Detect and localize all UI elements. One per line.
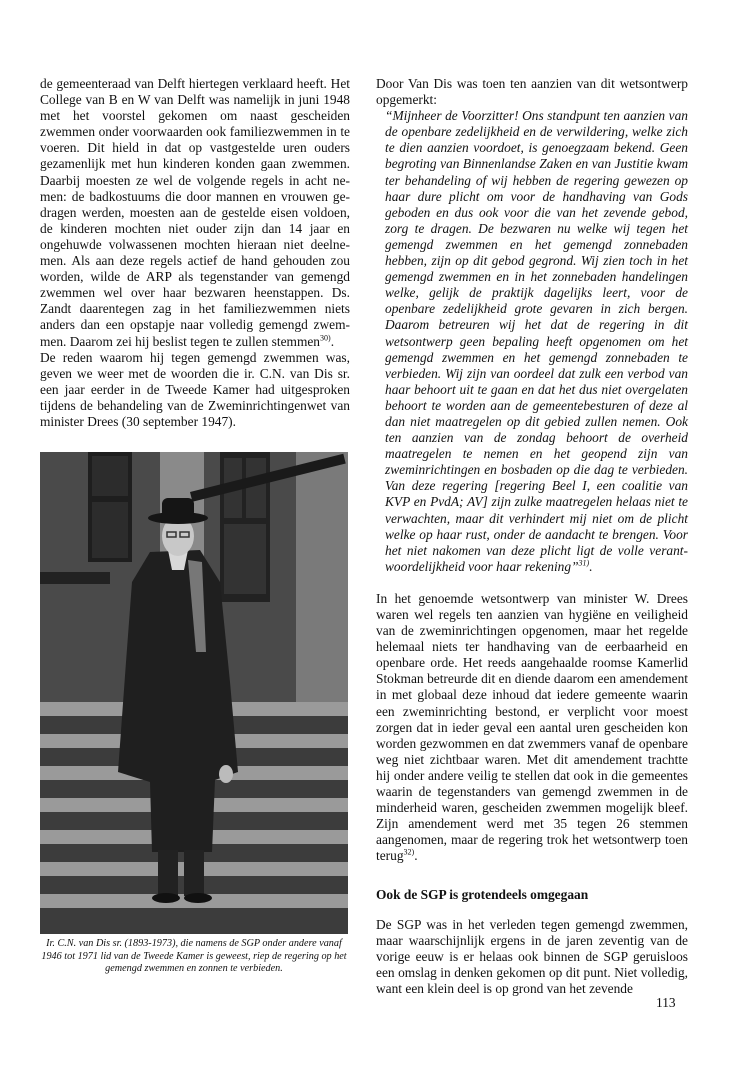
- photo-caption: Ir. C.N. van Dis sr. (1893-1973), die namens de SGP onder andere vanaf 1946 tot 1971 lid van de Tweede Kamer is geweest, riep de regering op het gemengd zwemmen en zonnen te verbieden.: [41, 938, 347, 975]
- quote-end: .: [589, 558, 593, 574]
- paragraph-delft-end: .: [330, 333, 335, 349]
- quote-van-dis: [376, 108, 688, 575]
- paragraph-delft-text: de gemeenteraad van Delft hiertegen verklaard heeft. Het College van B en W van Delft was namelijk in juni 1948 met het voorstel gekomen om naast gescheiden zwemmen onder voorwaarden ook familiezwemmen in te voeren. Dit hield in dat op vastgestelde uren ouders gezamenlijk met hun kinderen konden gaan zwemmen. Daarbij moesten ze wel de volgende regels in acht nemen: de badkostuums die door mannen en vrouwen gedragen werden, moesten aan de gestelde eisen voldoen, de kinderen mochten niet ouder zijn dan 14 jaar en ongehuwde volwassenen mochten hieraan niet deelnemen. Als aan deze regels actief de hand gehouden zou worden, wilde de ARP als tegenstander van gemengd zwemmen wel over haar bezwaren heenstappen. Ds. Zandt daarentegen zag in het familiezwemmen niets anders dan een opstapje naar volledig gemengd zwemmen. Daarom zei hij beslist tegen te zullen stemmen: [40, 76, 350, 349]
- paragraph-van-dis-intro: De reden waarom hij tegen gemengd zwemmen was, geven we weer met de woorden die ir. C.N. van Dis sr. een jaar eerder in de Tweede Kamer had uitgesproken tijdens de behandeling van de Zweminrichtingenwet van minister Drees (30 september 1947).: [40, 349, 350, 429]
- section-heading: Ook de SGP is grotendeels omgegaan: [376, 886, 589, 902]
- footnote-ref-31: 31): [578, 558, 590, 568]
- paragraph-drees-bill-end: .: [414, 848, 418, 864]
- page-number: 113: [656, 995, 676, 1010]
- paragraph-delft: [40, 76, 350, 350]
- portrait-photo-illustration: [40, 452, 348, 934]
- paragraph-drees-bill-text: In het genoemde wetsontwerp van minister W. Drees waren wel regels ten aanzien van hygiëne en veiligheid van de zweminrichtingen opgenomen, maar het regelde helemaal niets ter handhaving van de eerbaarheid en openbare orde. Het reeds aangehaalde roomse Kamerlid Stokman betreurde dit en diende daarom een amendement in met globaal deze inhoud dat iedere gemeente waarin een zweminrichting bestond, er verplicht voor moest zorgen dat in ieder geval een aantal uren gescheiden kon worden gezwommen en dat zwemmers vanaf de openbare weg niet zichtbaar waren. Met dit amendement trachtte hij onder andere veilig te stellen dat ook in die gemeentes waarin de tegenstanders van gemengd zwemmen in de minderheid waren, gescheiden zwemmen mogelijk bleef. Zijn amendement werd met 35 tegen 26 stemmen aangenomen, maar de regering trok het wetsontwerp toen terug: [376, 590, 688, 864]
- left-column: [40, 76, 350, 430]
- quote-text: “Mijnheer de Voorzitter! Ons standpunt ten aanzien van de openbare zedelijkheid en de verwildering, welke zich te dien aanzien voordoet, is genoegzaam bekend. Geen begroting van Binnenlandse Zaken en van Justitie kwam ter behandeling of wij hebben de regering gewezen op haar dure plicht om voor de handhaving van Gods geboden en dus ook voor die van het zevende gebod, zorg te dragen. De bezwaren nu welke wij tegen het gemengd zwemmen en het gemengd zonnebaden hebben, zijn op dit gebod gegrond. Wij zien toch in het gemengd zwemmen en in het zonnebaden handelingen welke, gelijk de praktijk dagelijks leert, voor de openbare zedelijkheid grote gevaren in zich bergen. Daarom betreuren wij het dat de regering in dit wetsontwerp geen bepaling heeft opgenomen om het gemengd zwemmen en het gemengd zonnebaden te verbieden. Wij zijn van oordeel dat zulk een verbod van haar behoort uit te gaan en dat het dus niet overgelaten behoort te worden aan de gemeentebesturen of deze al dan niet maatregelen op dit gebied zullen nemen. Ook ten aanzien van de zondag behoort de overheid maatregelen te nemen en het geopend zijn van zweminrichtingen en bosbaden op die dag te verbieden. Van deze regering [regering Beel I, een coalitie van KVP en PvdA; AV] zijn zulke maatregelen helaas niet te verwachten, maar dit verhindert mij niet om de plicht welke op haar rust, onder de aandacht te brengen. Voor het niet nakomen van deze plicht ligt de volle verantwoordelijkheid voor haar rekening”: [385, 108, 688, 574]
- footnote-ref-30: 30): [320, 333, 331, 343]
- paragraph-drees-bill: [376, 591, 688, 865]
- footnote-ref-32: 32): [403, 847, 415, 857]
- portrait-photo: [40, 452, 348, 934]
- right-column: [376, 76, 688, 997]
- paragraph-sgp: De SGP was in het verleden tegen gemengd zwemmen, maar waarschijnlijk ergens in de jaren zeventig van de vorige eeuw is er helaas ook binnen de SGP geruisloos een omslag in denken gekomen op dit punt. Niet volledig, want een klein deel is op grond van het zevende: [376, 916, 688, 996]
- paragraph-van-dis-remark: Door Van Dis was toen ten aanzien van dit wetsontwerp opgemerkt:: [376, 76, 688, 108]
